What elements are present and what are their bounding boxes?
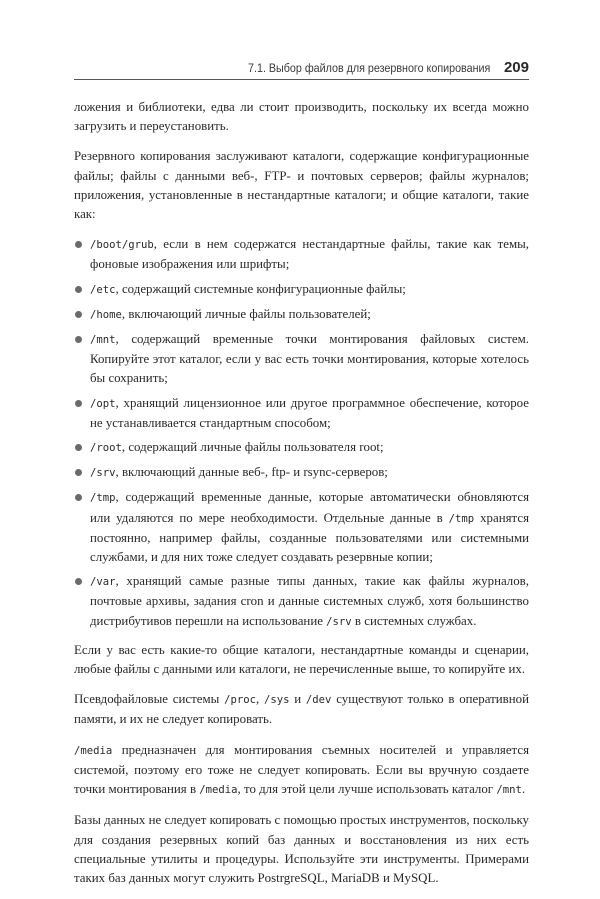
inline-code: /tmp [448, 512, 475, 525]
list-item-text: в системных службах. [351, 613, 477, 628]
list-item [74, 438, 529, 458]
list-item [74, 305, 529, 325]
directory-list [74, 235, 529, 632]
list-item [74, 488, 529, 567]
inline-code: /sys [263, 694, 290, 707]
list-item-text: , если в нем содержатся нестандартные файлы, такие как темы, фоновые изображения или шрифты; [90, 237, 529, 272]
bullet-icon [75, 311, 82, 318]
inline-code: /var [90, 576, 116, 589]
list-item-text: , включающий данные веб-, ftp- и rsync-серверов; [115, 465, 388, 480]
bullet-icon [75, 469, 82, 476]
inline-code: /etc [90, 283, 116, 296]
text: . [521, 782, 526, 797]
paragraph [74, 741, 529, 801]
running-header [74, 52, 529, 76]
list-item [74, 572, 529, 632]
list-item-text: , хранящий самые разные типы данных, такие как файлы журналов, почтовые архивы, задания cron и данные системных служб, хотя большинство дистрибутивов перешли на использование [90, 574, 529, 628]
list-item-text: , содержащий временные точки монтирования файловых систем. Копируйте этот каталог, если у вас есть точки монтирования, которые хотелось бы сохранить; [90, 332, 529, 386]
inline-code: /home [90, 308, 122, 321]
text: и [289, 692, 306, 707]
bullet-icon [75, 494, 82, 501]
inline-code: /mnt [496, 784, 522, 797]
page-body [74, 98, 529, 899]
list-item [74, 463, 529, 483]
list-item-text: , содержащий системные конфигурационные файлы; [115, 281, 406, 296]
inline-code: /opt [90, 397, 116, 410]
paragraph: Резервного копирования заслуживают каталоги, содержащие конфигурационные файлы; файлы с данными веб-, FTP- и почтовых серверов; файлы журналов; приложения, установленные в нестандартные каталоги; и общие каталоги, такие как: [74, 149, 529, 222]
inline-code: /media [199, 784, 238, 797]
page-number: 209 [503, 59, 529, 76]
list-item-text: , содержащий личные файлы пользователя root; [121, 440, 384, 455]
bullet-icon [75, 400, 82, 407]
inline-code: /root [90, 442, 122, 455]
text: , [255, 692, 264, 707]
inline-code: /tmp [90, 492, 116, 505]
text: предназначен для монтирования съемных носителей и управляется системой, поэтому его тоже не следует копировать. Если вы вручную создаете точки монтирования в [74, 742, 529, 797]
inline-code: /media [74, 744, 113, 757]
inline-code: /boot/grub [90, 239, 154, 252]
bullet-icon [75, 336, 82, 343]
paragraph [74, 690, 529, 729]
list-item-text: , содержащий временные данные, которые автоматически обновляются или удаляются по мере необходимости. Отдельные данные в [90, 490, 529, 525]
text: существуют только в оперативной памяти, и их не следует копировать. [74, 692, 529, 727]
inline-code: /srv [326, 615, 352, 628]
paragraph: Базы данных не следует копировать с помощью простых инструментов, поскольку для создания резервных копий баз данных и восстановления из них есть специальные утилиты и процедуры. Используйте эти инструменты. Примерами таких баз данных могут служить PostrgreSQL, MariaDB и MySQL. [74, 813, 529, 885]
inline-code: /dev [305, 694, 332, 707]
section-title: 7.1. Выбор файлов для резервного копирования [247, 61, 490, 75]
paragraph: ложения и библиотеки, едва ли стоит производить, поскольку их всегда можно загрузить и переустановить. [74, 100, 529, 134]
text: Псевдофайловые системы [74, 692, 225, 707]
bullet-icon [75, 444, 82, 451]
list-item [74, 235, 529, 274]
list-item-text: , включающий личные файлы пользователей; [121, 306, 371, 321]
bullet-icon [75, 241, 82, 248]
list-item [74, 330, 529, 389]
list-item [74, 394, 529, 433]
list-item-text: , хранящий лицензионное или другое программное обеспечение, которое не устанавливается стандартным способом; [90, 395, 529, 430]
list-item-text: хранятся постоянно, например файлы, созданные пользователями или системными службами, и для них тоже следует создавать резервные копии; [90, 510, 529, 565]
inline-code: /srv [90, 467, 116, 480]
bullet-icon [75, 578, 82, 585]
text: , то для этой цели лучше использовать каталог [237, 782, 497, 797]
inline-code: /proc [224, 694, 256, 707]
inline-code: /mnt [90, 334, 116, 347]
paragraph: Если у вас есть какие-то общие каталоги, нестандартные команды и сценарии, любые файлы с данными или каталоги, не перечисленные выше, то копируйте их. [74, 642, 529, 677]
list-item [74, 280, 529, 300]
bullet-icon [75, 286, 82, 293]
header-rule [74, 79, 529, 80]
